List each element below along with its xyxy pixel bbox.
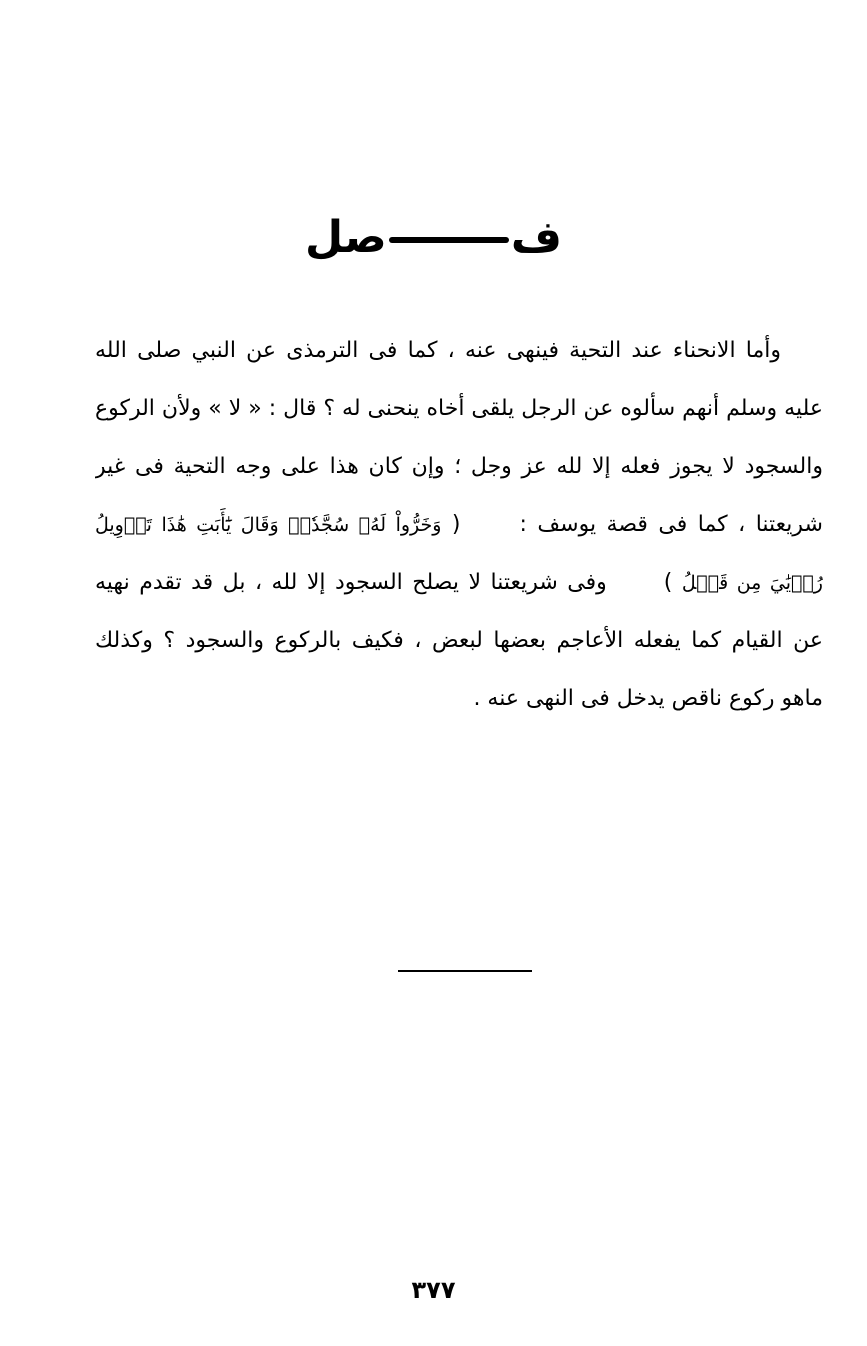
quran-verse-part2: رُءۡيَٰيَ مِن قَبۡلُ (681, 572, 823, 594)
quran-open-bracket: ( (451, 512, 461, 537)
heading-sal: صل (305, 212, 387, 263)
heading-kashida (389, 237, 509, 243)
text-line-4-prose: شريعتنا ، كما فى قصة يوسف : (519, 512, 823, 537)
text-line-2: عليه وسلم أنهم سألوه عن الرجل يلقى أخاه ينحنى له ؟ قال : « لا » ولأن الركوع (95, 396, 823, 421)
text-line-6: عن القيام كما يفعله الأعاجم بعضها لبعض ، فكيف بالركوع والسجود ؟ وكذلك (95, 628, 823, 653)
page-number: ٣٧٧ (411, 1276, 456, 1304)
text-line-5 (95, 554, 823, 612)
heading-fa: ف (510, 212, 562, 263)
text-line-4 (95, 496, 823, 554)
text-line-1: وأما الانحناء عند التحية فينهى عنه ، كما فى الترمذى عن النبي صلى الله (95, 338, 781, 363)
quran-verse-part1: وَخَرُّواْ لَهُۥ سُجَّدٗاۖ وَقَالَ يَٰٓأَبَتِ هَٰذَا تَأۡوِيلُ (95, 514, 442, 536)
text-line-7: ماهو ركوع ناقص يدخل فى النهى عنه . (473, 686, 823, 711)
text-line-3: والسجود لا يجوز فعله إلا لله عز وجل ؛ وإن كان هذا على وجه التحية فى غير (95, 454, 823, 479)
footnote-divider (398, 970, 532, 972)
text-line-5-prose: وفى شريعتنا لا يصلح السجود إلا لله ، بل قد تقدم نهيه (95, 570, 607, 595)
section-body (95, 322, 823, 728)
quran-close-bracket: ) (663, 570, 673, 595)
section-heading (0, 208, 867, 268)
